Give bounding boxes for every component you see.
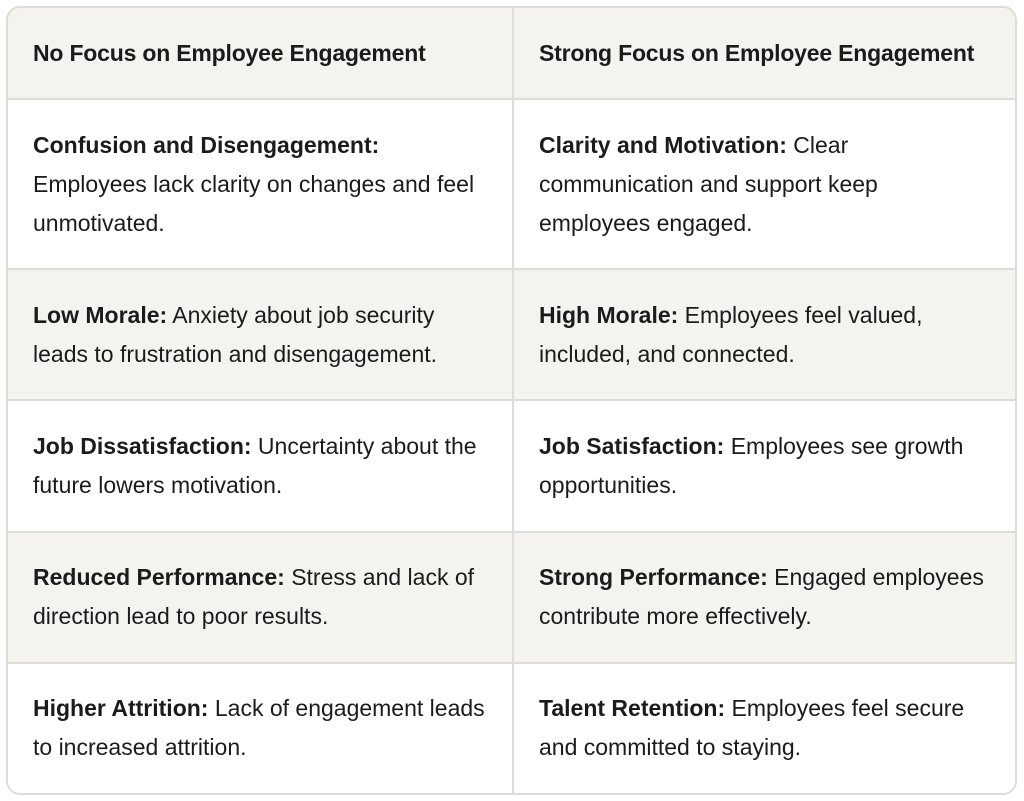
- cell-strong-focus: [513, 99, 1015, 269]
- cell-text: Lack of engagement leads to increased attrition.: [33, 695, 485, 761]
- cell-no-focus: [8, 532, 513, 663]
- cell-text: Anxiety about job security leads to frustration and disengagement.: [33, 301, 438, 367]
- cell-text: Uncertainty about the future lowers motivation.: [33, 433, 477, 499]
- cell-no-focus: [8, 269, 513, 400]
- cell-strong-focus: [513, 663, 1015, 793]
- table-header-row: [8, 8, 1015, 99]
- cell-strong-focus: [513, 400, 1015, 531]
- cell-no-focus: [8, 663, 513, 793]
- cell-lead: Higher Attrition:: [33, 695, 209, 722]
- table-row: [8, 269, 1015, 400]
- cell-lead: Strong Performance:: [539, 564, 768, 591]
- cell-lead: Reduced Performance:: [33, 564, 285, 591]
- table-row: [8, 532, 1015, 663]
- cell-lead: High Morale:: [539, 301, 679, 328]
- cell-no-focus: [8, 400, 513, 531]
- cell-text: Employees lack clarity on changes and feel unmotivated.: [33, 170, 475, 236]
- comparison-table-container: [6, 6, 1017, 795]
- header-strong-focus: Strong Focus on Employee Engagement: [513, 8, 1015, 99]
- cell-lead: Job Dissatisfaction:: [33, 433, 252, 460]
- cell-text: Stress and lack of direction lead to poor results.: [33, 564, 475, 630]
- table-row: [8, 99, 1015, 269]
- cell-lead: Talent Retention:: [539, 695, 726, 722]
- table-row: [8, 400, 1015, 531]
- cell-text: Clear communication and support keep employees engaged.: [539, 131, 878, 236]
- cell-lead: Clarity and Motivation:: [539, 131, 787, 158]
- cell-text: Employees feel secure and committed to staying.: [539, 695, 965, 761]
- cell-no-focus: [8, 99, 513, 269]
- cell-text: Employees feel valued, included, and connected.: [539, 301, 923, 367]
- table-row: [8, 663, 1015, 793]
- cell-strong-focus: [513, 532, 1015, 663]
- comparison-table: [8, 8, 1015, 793]
- cell-lead: Job Satisfaction:: [539, 433, 725, 460]
- header-no-focus: No Focus on Employee Engagement: [8, 8, 513, 99]
- cell-lead: Confusion and Disengagement:: [33, 131, 380, 158]
- cell-strong-focus: [513, 269, 1015, 400]
- cell-text: Engaged employees contribute more effectively.: [539, 564, 984, 630]
- cell-lead: Low Morale:: [33, 301, 168, 328]
- cell-text: Employees see growth opportunities.: [539, 433, 964, 499]
